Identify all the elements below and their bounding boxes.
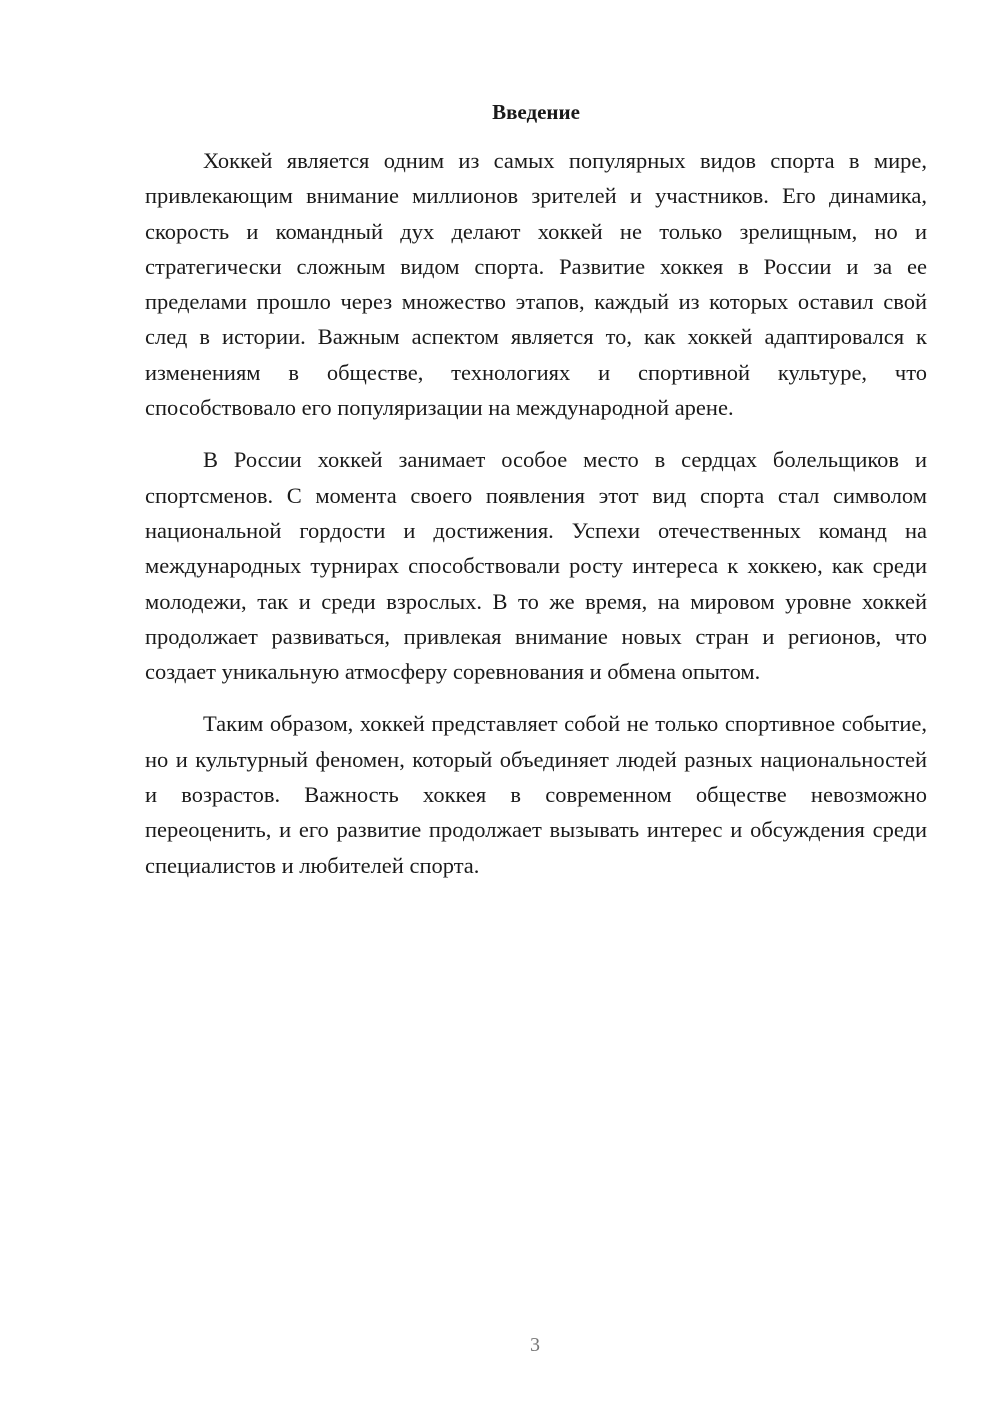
page-number: 3 bbox=[530, 1334, 540, 1356]
body-text bbox=[145, 143, 927, 900]
paragraph-3: Таким образом, хоккей представляет собой не только спортивное событие, но и культурный феномен, который объединяет людей разных национальностей и возрастов. Важность хоккея в современном обществе невозможно переоценить, и его развитие продолжает вызывать интерес и обсуждения среди специалистов и любителей спорта. bbox=[145, 711, 927, 878]
paragraph-1: Хоккей является одним из самых популярных видов спорта в мире, привлекающим внимание миллионов зрителей и участников. Его динамика, скорость и командный дух делают хоккей не только зрелищным, но и стратегически сложным видом спорта. Развитие хоккея в России и за ее пределами прошло через множество этапов, каждый из которых оставил свой след в истории. Важным аспектом является то, как хоккей адаптировался к изменениям в обществе, технологиях и спортивной культуре, что способствовало его популяризации на международной арене. bbox=[145, 148, 927, 421]
paragraph-2: В России хоккей занимает особое место в сердцах болельщиков и спортсменов. С момента своего появления этот вид спорта стал символом национальной гордости и достижения. Успехи отечественных команд на международных турнирах способствовали росту интереса к хоккею, как среди молодежи, так и среди взрослых. В то же время, на мировом уровне хоккей продолжает развиваться, привлекая внимание новых стран и регионов, что создает уникальную атмосферу соревнования и обмена опытом. bbox=[145, 447, 927, 685]
section-title: Введение bbox=[492, 100, 580, 124]
